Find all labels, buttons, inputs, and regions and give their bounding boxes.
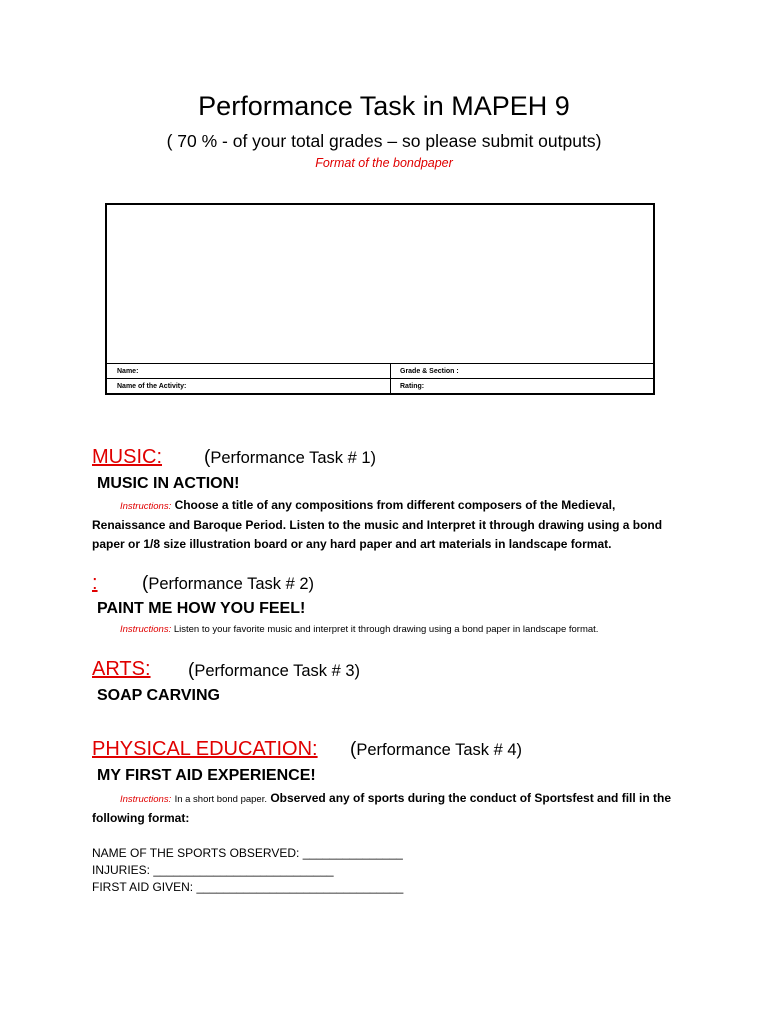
- section-task-4: (Performance Task # 4): [350, 739, 523, 760]
- field-sports-observed: NAME OF THE SPORTS OBSERVED: _______________: [92, 846, 403, 860]
- field-first-aid-given: FIRST AID GIVEN: _______________________________: [92, 880, 404, 894]
- grade-section-label: Grade & Section :: [400, 368, 459, 375]
- activity-label: Name of the Activity:: [117, 383, 187, 390]
- rating-label: Rating:: [400, 383, 425, 390]
- instructions-label: Instructions:: [120, 501, 172, 512]
- instructions-pe: Instructions: In a short bond paper. Observed any of sports during the conduct of Sportsfest and fill in the following format:: [92, 791, 672, 825]
- section-label-2: :: [92, 572, 98, 594]
- field-injuries: INJURIES: ___________________________: [92, 863, 334, 877]
- box-divider: [390, 363, 391, 395]
- section-task-3: (Performance Task # 3): [188, 660, 361, 681]
- page-subtitle: ( 70 % - of your total grades – so please submit outputs): [166, 131, 602, 151]
- section-heading-music: MUSIC IN ACTION!: [97, 475, 240, 492]
- page-title: Performance Task in MAPEH 9: [198, 91, 570, 121]
- section-label-pe: PHYSICAL EDUCATION:: [92, 738, 318, 760]
- instructions-2: Instructions: Listen to your favorite music and interpret it through drawing using a bond paper in landscape format.: [120, 624, 599, 635]
- section-label-music: MUSIC:: [92, 446, 162, 468]
- section-label-arts: ARTS:: [92, 658, 151, 680]
- box-row-activity: [107, 378, 653, 395]
- instructions-label: Instructions:: [120, 624, 172, 635]
- name-label: Name:: [117, 368, 139, 375]
- format-note: Format of the bondpaper: [315, 156, 453, 170]
- instructions-music: Instructions: Choose a title of any compositions from different composers of the Medieval, Renaissance and Baroque Period. Listen to the music and Interpret it through drawing using a bond paper or 1/8 size illustration board or any hard paper and art materials in landscape format.: [92, 498, 663, 551]
- section-heading-2: PAINT ME HOW YOU FEEL!: [97, 600, 306, 617]
- box-row-name: [107, 363, 653, 379]
- section-task-1: (Performance Task # 1): [204, 447, 377, 468]
- section-heading-arts: SOAP CARVING: [97, 687, 220, 704]
- bondpaper-format-box: [105, 203, 655, 395]
- section-task-2: (Performance Task # 2): [142, 573, 315, 594]
- section-heading-pe: MY FIRST AID EXPERIENCE!: [97, 767, 316, 784]
- instructions-label: Instructions:: [120, 794, 172, 805]
